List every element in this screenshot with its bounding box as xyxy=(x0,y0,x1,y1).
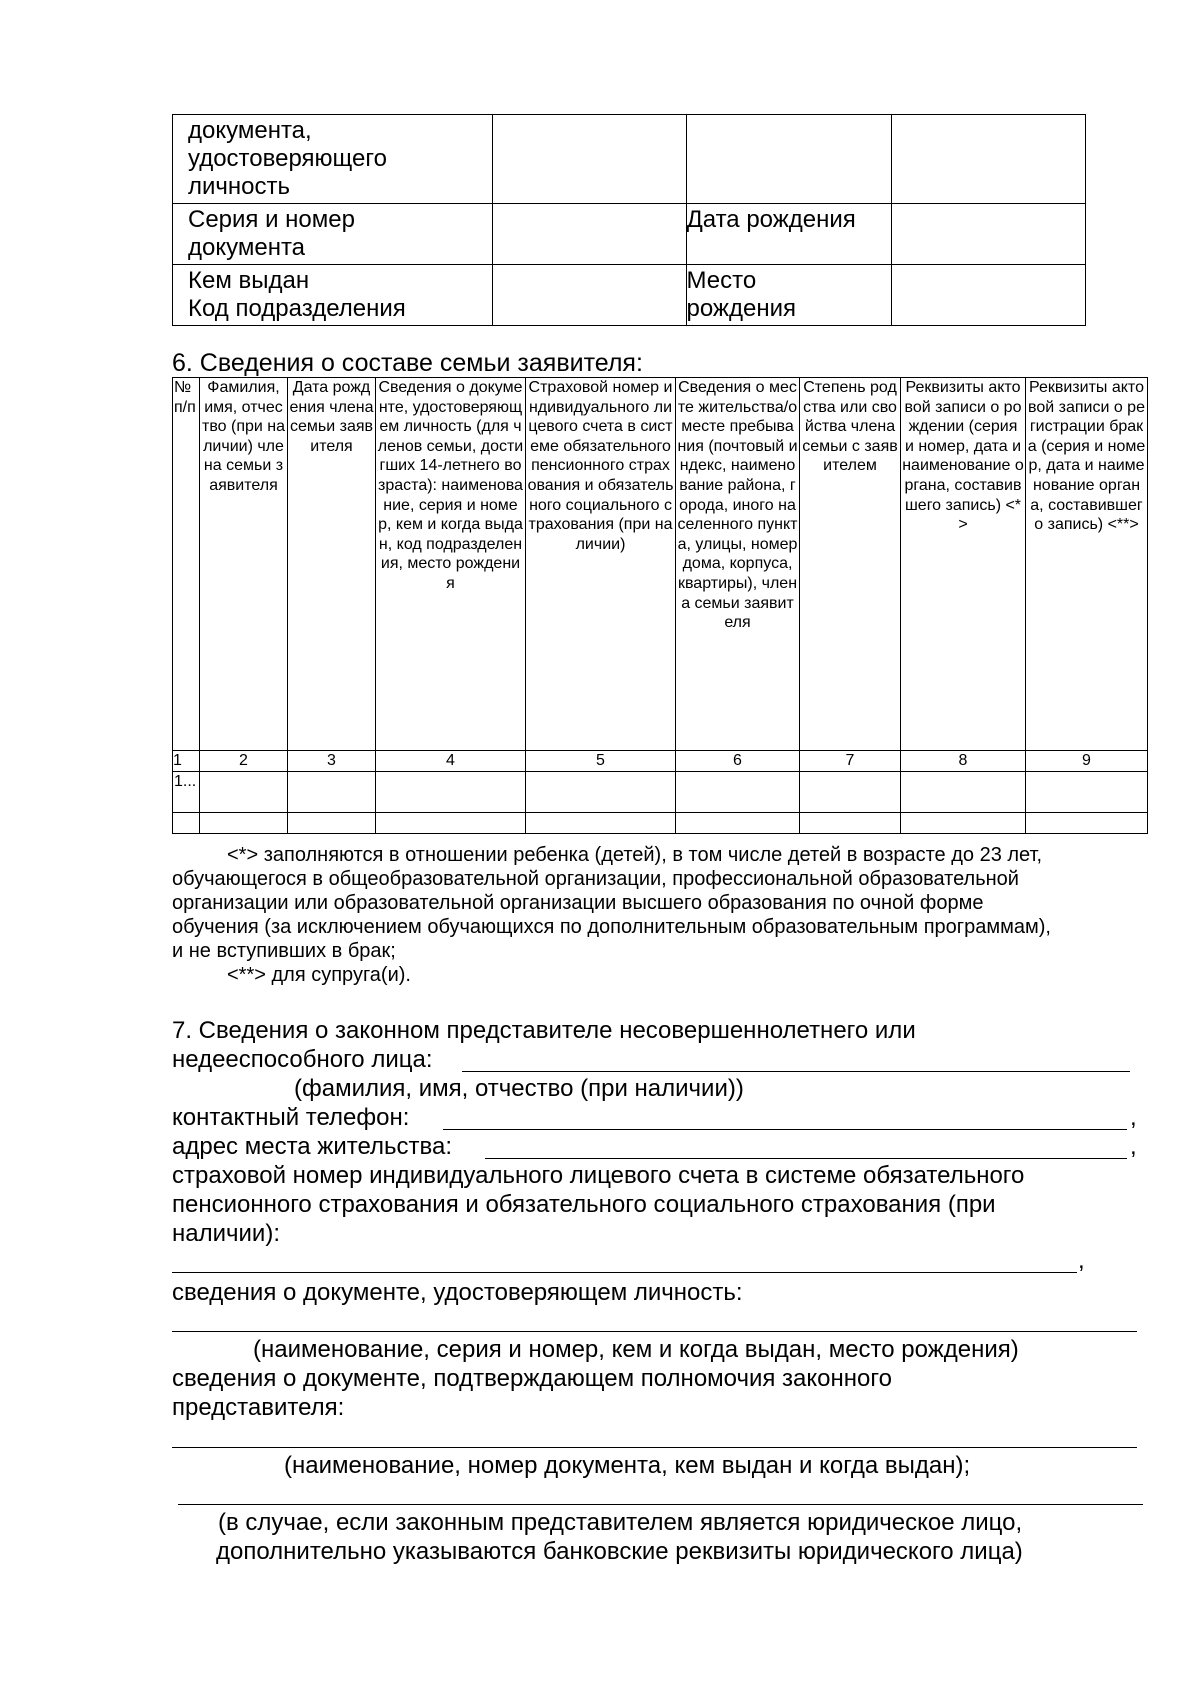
value-cell[interactable] xyxy=(492,115,686,204)
snils-label-line2: пенсионного страхования и обязательного социального страхования (при xyxy=(172,1191,996,1218)
column-number: 4 xyxy=(376,751,526,772)
table-row xyxy=(173,772,1148,813)
column-number: 5 xyxy=(526,751,676,772)
label-cell xyxy=(686,204,892,265)
authority-document-label-cont: представителя: xyxy=(172,1394,345,1421)
column-header: № п/п xyxy=(173,378,200,751)
table-cell[interactable] xyxy=(800,772,901,813)
division-code-label: Код подразделения xyxy=(188,295,406,322)
section-7-title-cont: недееспособного лица: xyxy=(172,1046,433,1073)
footnote-line: организации или образовательной организации высшего образования по очной форме xyxy=(172,892,984,914)
authority-document-caption: (наименование, номер документа, кем выдан и когда выдан); xyxy=(284,1452,971,1479)
footnote-spouse: <**> для супруга(и). xyxy=(227,964,411,986)
comma: , xyxy=(1130,1104,1137,1131)
label-cell xyxy=(173,204,493,265)
column-header: Реквизиты актовой записи о рождении (серия и номер, дата и наименование органа, составившего запись) <*> xyxy=(901,378,1026,751)
column-number: 6 xyxy=(676,751,800,772)
table-cell[interactable] xyxy=(288,772,376,813)
snils-label-line3: наличии): xyxy=(172,1220,280,1247)
column-numbers-row xyxy=(173,751,1148,772)
table-row xyxy=(173,265,1086,326)
identity-document-table xyxy=(172,114,1086,326)
column-number: 2 xyxy=(200,751,288,772)
issued-by-label: Кем выдан xyxy=(188,267,310,294)
table-cell[interactable] xyxy=(376,813,526,834)
column-number: 9 xyxy=(1026,751,1148,772)
table-cell[interactable] xyxy=(173,813,200,834)
authority-document-label: сведения о документе, подтверждающем полномочия законного xyxy=(172,1365,892,1392)
value-cell[interactable] xyxy=(892,115,1086,204)
column-number: 7 xyxy=(800,751,901,772)
phone-field[interactable] xyxy=(443,1129,1127,1130)
fio-caption: (фамилия, имя, отчество (при наличии)) xyxy=(294,1075,744,1102)
authority-document-field[interactable] xyxy=(172,1447,1137,1448)
column-header: Дата рождения члена семьи заявителя xyxy=(288,378,376,751)
footnote-line: обучающегося в общеобразовательной организации, профессиональной образовательной xyxy=(172,868,1019,890)
label-cell xyxy=(686,115,892,204)
document-label: документа, удостоверяющего личность xyxy=(188,117,387,200)
table-cell[interactable] xyxy=(676,813,800,834)
column-header: Сведения о документе, удостоверяющем личность (для членов семьи, достигших 14-летнего возраста): наименование, серия и номер, кем и когда выдан, код подразделения, место рождения xyxy=(376,378,526,751)
footnote-line: обучения (за исключением обучающихся по дополнительным образовательным программам), xyxy=(172,916,1051,938)
column-header: Реквизиты актовой записи о регистрации брака (серия и номер, дата и наименование органа, составившего запись) <**> xyxy=(1026,378,1148,751)
table-cell[interactable] xyxy=(1026,772,1148,813)
table-cell[interactable] xyxy=(1026,813,1148,834)
legal-entity-caption-line2: дополнительно указываются банковские реквизиты юридического лица) xyxy=(216,1538,1023,1565)
table-cell[interactable] xyxy=(376,772,526,813)
table-cell[interactable] xyxy=(200,813,288,834)
phone-label: контактный телефон: xyxy=(172,1104,410,1131)
table-row xyxy=(173,115,1086,204)
id-document-field[interactable] xyxy=(172,1331,1137,1332)
family-composition-table xyxy=(172,377,1148,834)
section-6-title: 6. Сведения о составе семьи заявителя: xyxy=(172,349,643,377)
snils-field[interactable] xyxy=(172,1272,1077,1273)
comma: , xyxy=(1130,1133,1137,1160)
id-document-label: сведения о документе, удостоверяющем личность: xyxy=(172,1279,743,1306)
legal-entity-field[interactable] xyxy=(178,1504,1143,1505)
representative-name-field[interactable] xyxy=(462,1071,1130,1072)
legal-entity-caption-line1: (в случае, если законным представителем является юридическое лицо, xyxy=(218,1509,1023,1536)
value-cell[interactable] xyxy=(492,265,686,326)
column-header: Степень родства или свойства члена семьи с заявителем xyxy=(800,378,901,751)
table-cell[interactable] xyxy=(901,813,1026,834)
label-cell xyxy=(686,265,892,326)
table-cell[interactable] xyxy=(526,813,676,834)
address-field[interactable] xyxy=(485,1158,1127,1159)
comma: , xyxy=(1078,1247,1085,1274)
column-number: 3 xyxy=(288,751,376,772)
column-number: 1 xyxy=(173,751,200,772)
snils-label-line1: страховой номер индивидуального лицевого счета в системе обязательного xyxy=(172,1162,1025,1189)
table-cell[interactable] xyxy=(676,772,800,813)
label-cell xyxy=(173,265,493,326)
table-row xyxy=(173,204,1086,265)
label-cell xyxy=(173,115,493,204)
column-header: Страховой номер индивидуального лицевого счета в системе обязательного пенсионного страхования и обязательного социального страхования (при наличии) xyxy=(526,378,676,751)
footnote-line: и не вступивших в брак; xyxy=(172,940,396,962)
table-cell[interactable] xyxy=(200,772,288,813)
table-cell[interactable] xyxy=(526,772,676,813)
series-number-label: Серия и номер документа xyxy=(188,206,355,261)
birth-place-label: Место рождения xyxy=(686,267,796,322)
table-cell[interactable] xyxy=(800,813,901,834)
row-number-cell: 1... xyxy=(173,772,200,813)
value-cell[interactable] xyxy=(492,204,686,265)
column-number: 8 xyxy=(901,751,1026,772)
table-cell[interactable] xyxy=(901,772,1026,813)
table-row xyxy=(173,813,1148,834)
id-document-caption: (наименование, серия и номер, кем и когда выдан, место рождения) xyxy=(253,1336,1019,1363)
birth-date-label: Дата рождения xyxy=(686,206,856,233)
address-label: адрес места жительства: xyxy=(172,1133,453,1160)
footnote-line: <*> заполняются в отношении ребенка (детей), в том числе детей в возрасте до 23 лет, xyxy=(227,844,1043,866)
value-cell[interactable] xyxy=(892,265,1086,326)
column-header: Фамилия, имя, отчество (при наличии) члена семьи заявителя xyxy=(200,378,288,751)
table-header-row xyxy=(173,378,1148,751)
section-7-title: 7. Сведения о законном представителе несовершеннолетнего или xyxy=(172,1017,916,1044)
table-cell[interactable] xyxy=(288,813,376,834)
column-header: Сведения о месте жительства/о месте пребывания (почтовый индекс, наименование района, города, иного населенного пункта, улицы, номер дома, корпуса, квартиры), члена семьи заявителя xyxy=(676,378,800,751)
value-cell[interactable] xyxy=(892,204,1086,265)
